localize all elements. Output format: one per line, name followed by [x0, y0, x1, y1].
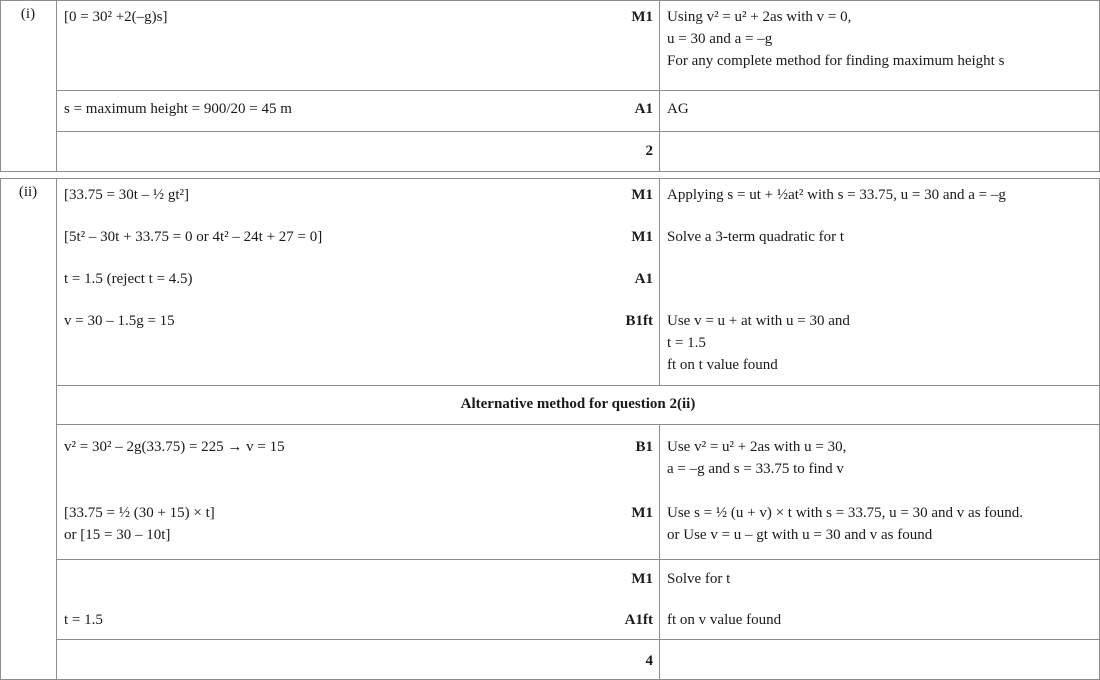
- guidance-cell: Use s = ½ (u + v) × t with s = 33.75, u = 30 and v as found. or Use v = u – gt with u = 30 and v as found: [667, 505, 1024, 543]
- table-border: [659, 424, 660, 680]
- guidance-cell: [659, 262, 1100, 268]
- guidance-cell: [659, 644, 1100, 650]
- answer-cell: [5t² – 30t + 33.75 = 0 or 4t² – 24t + 27 = 0]: [64, 229, 323, 245]
- table-border: [659, 0, 660, 172]
- mark-total-cell: 2: [645, 143, 653, 159]
- mark-cell: A1ft: [624, 612, 653, 628]
- table-border: [56, 178, 57, 680]
- mark-cell: A1: [634, 101, 653, 117]
- mark-cell: M1: [631, 9, 653, 25]
- table-border: [56, 0, 57, 172]
- answer-cell: [56, 562, 613, 568]
- table-border: [0, 171, 1100, 172]
- table-border: [56, 424, 1100, 425]
- guidance-cell: ft on v value found: [667, 612, 782, 628]
- guidance-cell: Solve a 3-term quadratic for t: [667, 229, 845, 245]
- answer-cell: v² = 30² – 2g(33.75) = 225 → v = 15: [64, 439, 285, 455]
- answer-cell: v = 30 – 1.5g = 15: [64, 313, 175, 329]
- mark-cell: A1: [634, 271, 653, 287]
- table-border: [0, 0, 1100, 1]
- mark-cell: M1: [631, 229, 653, 245]
- answer-cell: [56, 134, 613, 140]
- guidance-cell: [659, 134, 1100, 140]
- answer-cell: s = maximum height = 900/20 = 45 m: [64, 101, 292, 117]
- mark-cell: M1: [631, 571, 653, 587]
- answer-cell: t = 1.5: [64, 612, 103, 628]
- table-border: [0, 178, 1, 680]
- table-border: [56, 90, 1100, 91]
- guidance-cell: Use v² = u² + 2as with u = 30, a = –g and s = 33.75 to find v: [667, 439, 847, 477]
- mark-cell: B1: [635, 439, 653, 455]
- table-border: [0, 178, 1100, 179]
- answer-cell: [0 = 30² +2(–g)s]: [64, 9, 168, 25]
- table-border: [56, 385, 1100, 386]
- answer-cell: t = 1.5 (reject t = 4.5): [64, 271, 193, 287]
- table-border: [56, 131, 1100, 132]
- mark-cell: M1: [631, 187, 653, 203]
- mark-cell: B1ft: [625, 313, 653, 329]
- guidance-cell: Using v² = u² + 2as with v = 0, u = 30 and a = –g For any complete method for finding maximum height s: [667, 9, 1005, 69]
- answer-cell: [56, 644, 613, 650]
- guidance-cell: Solve for t: [667, 571, 731, 587]
- table-border: [56, 559, 1100, 560]
- part-label: (ii): [18, 184, 38, 200]
- answer-cell: [33.75 = ½ (30 + 15) × t] or [15 = 30 – 10t]: [64, 505, 215, 543]
- table-border: [56, 639, 1100, 640]
- part-ii-block: [0, 178, 1100, 680]
- guidance-cell: AG: [667, 101, 689, 117]
- answer-cell: [33.75 = 30t – ½ gt²]: [64, 187, 190, 203]
- table-border: [0, 0, 1, 172]
- table-border: [659, 178, 660, 386]
- part-i-block: [0, 0, 1100, 172]
- alternative-method-heading: Alternative method for question 2(ii): [460, 396, 696, 412]
- guidance-cell: Applying s = ut + ½at² with s = 33.75, u = 30 and a = –g: [667, 187, 1006, 203]
- guidance-cell: Use v = u + at with u = 30 and t = 1.5 ft on t value found: [667, 313, 850, 373]
- mark-cell: M1: [631, 505, 653, 521]
- part-label: (i): [20, 6, 36, 22]
- mark-total-cell: 4: [645, 653, 653, 669]
